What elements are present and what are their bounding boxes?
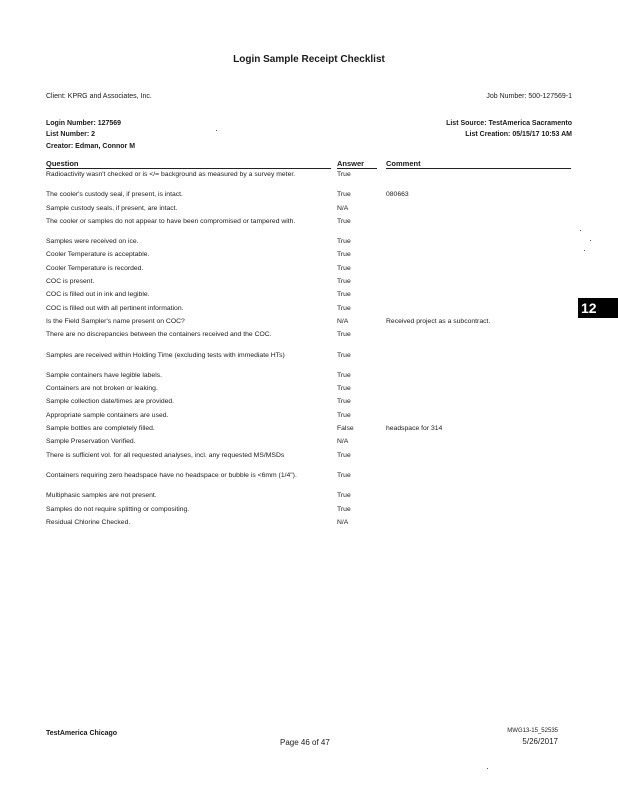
question-cell: Residual Chlorine Checked.	[46, 518, 131, 526]
question-cell: Samples do not require splitting or compositing.	[46, 505, 190, 513]
table-row	[46, 506, 576, 519]
answer-cell: True	[337, 492, 351, 500]
client-name: Client: KPRG and Associates, Inc.	[46, 93, 152, 100]
answer-cell: False	[337, 425, 354, 433]
question-cell: Sample bottles are completely filled.	[46, 425, 155, 433]
scan-speck	[216, 130, 217, 131]
scan-speck	[580, 230, 581, 231]
scan-speck	[590, 240, 591, 241]
answer-cell: True	[337, 451, 351, 459]
answer-cell: True	[337, 291, 351, 299]
column-header-comment: Comment	[386, 159, 421, 168]
answer-cell: True	[337, 471, 351, 479]
table-row	[46, 318, 576, 331]
answer-cell: True	[337, 505, 351, 513]
footer-doc-id: MWG13-15_52535	[507, 728, 558, 734]
table-row	[46, 438, 576, 451]
answer-cell: True	[337, 191, 351, 199]
answer-cell: True	[337, 171, 351, 178]
question-cell: Sample collection date/times are provided.	[46, 398, 175, 406]
table-row	[46, 519, 576, 532]
list-number: List Number: 2	[46, 131, 96, 138]
answer-cell: True	[337, 264, 351, 272]
column-header-answer: Answer	[337, 159, 365, 168]
footer-lab: TestAmerica Chicago	[46, 730, 118, 737]
column-header-question: Question	[46, 159, 79, 168]
question-cell: The cooler's custody seal, if present, is intact.	[46, 191, 183, 199]
table-row	[46, 171, 576, 191]
table-row	[46, 352, 576, 372]
question-cell: Is the Field Sampler's name present on COC?	[46, 317, 185, 325]
question-cell: Multiphasic samples are not present.	[46, 492, 157, 500]
answer-cell: True	[337, 331, 351, 339]
table-row	[46, 472, 576, 492]
table-row	[46, 291, 576, 304]
answer-cell: N/A	[337, 518, 349, 526]
comment-column-rule	[386, 168, 571, 169]
question-cell: Containers are not broken or leaking.	[46, 385, 158, 393]
table-row	[46, 265, 576, 278]
answer-cell: True	[337, 278, 351, 286]
answer-column-rule	[337, 168, 377, 169]
job-number: Job Number: 500-127569-1	[486, 93, 572, 100]
table-row	[46, 425, 576, 438]
table-row	[46, 372, 576, 385]
answer-cell: True	[337, 251, 351, 259]
comment-cell: 080663	[386, 191, 409, 199]
creator: Creator: Edman, Connor M	[46, 143, 136, 150]
scan-speck	[584, 250, 585, 251]
question-cell: Sample containers have legible labels.	[46, 371, 162, 379]
login-number: Login Number: 127569	[46, 120, 122, 127]
question-cell: The cooler or samples do not appear to have been compromised or tampered with.	[46, 217, 296, 225]
answer-cell: True	[337, 217, 351, 225]
page-title: Login Sample Receipt Checklist	[233, 54, 385, 65]
answer-cell: N/A	[337, 438, 349, 446]
answer-cell: N/A	[337, 204, 349, 212]
table-row	[46, 305, 576, 318]
question-cell: There is sufficient vol. for all requested analyses, incl. any requested MS/MSDs	[46, 451, 285, 459]
answer-cell: True	[337, 398, 351, 406]
checklist-rows	[46, 171, 576, 532]
question-cell: Cooler Temperature is acceptable.	[46, 251, 150, 259]
question-cell: Cooler Temperature is recorded.	[46, 264, 144, 272]
question-cell: Samples were received on ice.	[46, 238, 139, 246]
question-cell: COC is present.	[46, 278, 95, 286]
question-cell: Samples are received within Holding Time (excluding tests with immediate HTs)	[46, 351, 285, 359]
list-creation: List Creation: 05/15/17 10:53 AM	[465, 131, 572, 138]
question-cell: There are no discrepancies between the containers received and the COC.	[46, 331, 272, 339]
question-cell: COC is filled out in ink and legible.	[46, 291, 150, 299]
comment-cell: Received project as a subcontract.	[386, 317, 491, 325]
footer-page-number: Page 46 of 47	[280, 738, 330, 747]
scan-speck	[487, 768, 488, 769]
table-row	[46, 412, 576, 425]
table-row	[46, 452, 576, 472]
question-cell: Appropriate sample containers are used.	[46, 411, 169, 419]
answer-cell: N/A	[337, 317, 349, 325]
answer-cell: True	[337, 371, 351, 379]
question-column-rule	[46, 168, 331, 169]
table-row	[46, 278, 576, 291]
table-row	[46, 331, 576, 351]
answer-cell: True	[337, 351, 351, 359]
question-cell: Sample Preservation Verified.	[46, 438, 136, 446]
table-row	[46, 492, 576, 505]
list-source: List Source: TestAmerica Sacramento	[446, 120, 572, 127]
answer-cell: True	[337, 304, 351, 312]
question-cell: COC is filled out with all pertinent information.	[46, 304, 184, 312]
table-row	[46, 238, 576, 251]
table-row	[46, 205, 576, 218]
table-row	[46, 251, 576, 264]
section-tab: 12	[578, 298, 618, 318]
question-cell: Sample custody seals, if present, are intact.	[46, 204, 178, 212]
table-row	[46, 218, 576, 238]
answer-cell: True	[337, 385, 351, 393]
footer-date: 5/26/2017	[522, 737, 558, 746]
table-row	[46, 385, 576, 398]
table-row	[46, 398, 576, 411]
table-row	[46, 191, 576, 204]
question-cell: Radioactivity wasn't checked or is </= background as measured by a survey meter.	[46, 171, 296, 178]
answer-cell: True	[337, 411, 351, 419]
comment-cell: headspace for 314	[386, 425, 443, 433]
question-cell: Containers requiring zero headspace have no headspace or bubble is <6mm (1/4").	[46, 471, 297, 479]
answer-cell: True	[337, 238, 351, 246]
